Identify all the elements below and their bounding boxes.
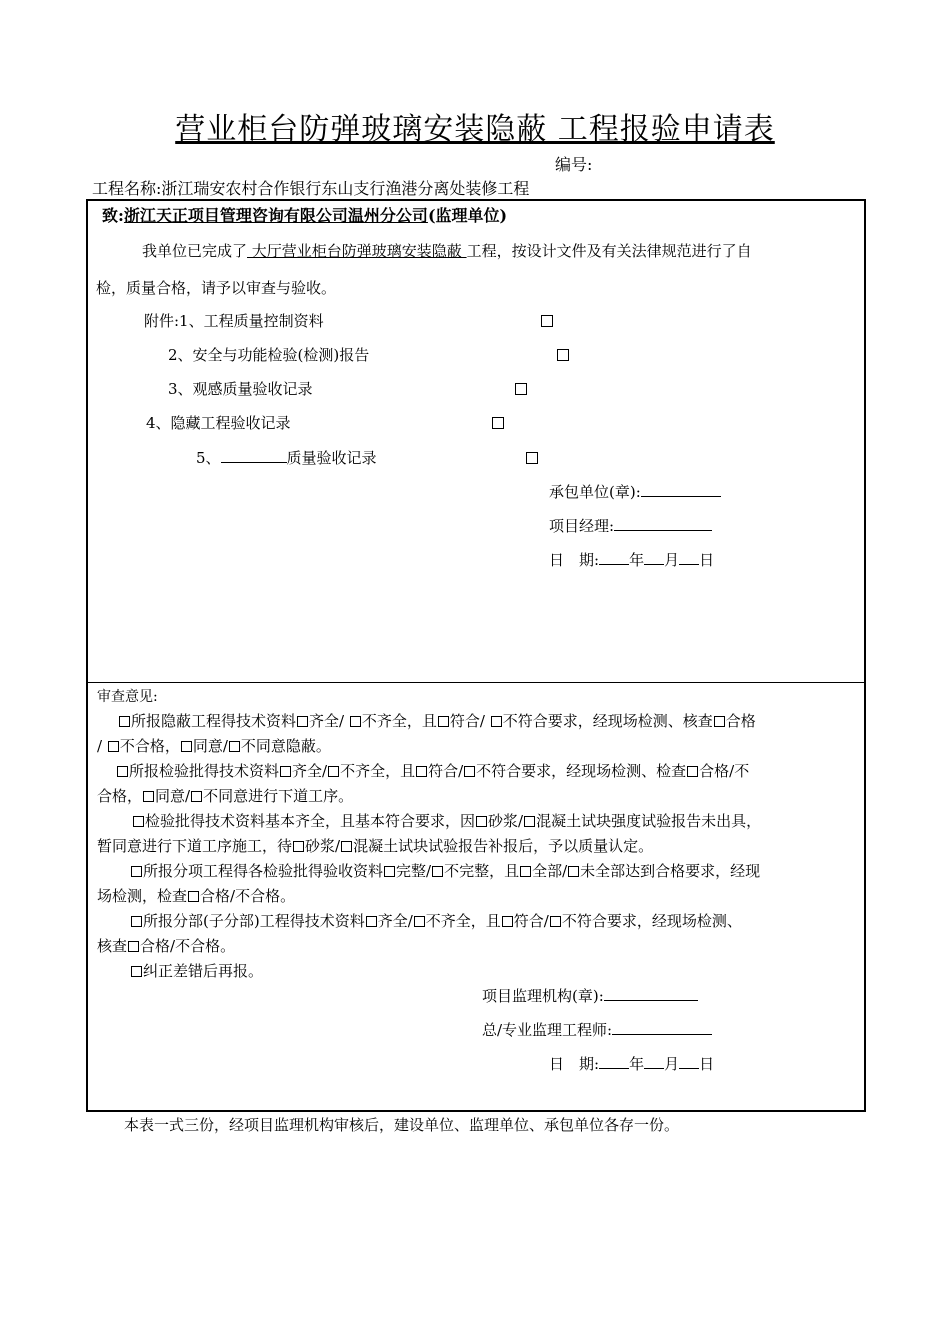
- checkbox[interactable]: [229, 741, 240, 752]
- checkbox[interactable]: [384, 866, 395, 877]
- checkbox[interactable]: [524, 816, 535, 827]
- attachment-5-checkbox[interactable]: [525, 448, 539, 468]
- checkbox[interactable]: [128, 941, 139, 952]
- review-text: 同意/: [192, 737, 228, 755]
- review-text: 不合格，: [119, 737, 180, 755]
- project-manager-label: 项目经理:: [549, 517, 615, 535]
- review-text: 纠正差错后再报。: [143, 962, 264, 980]
- review-text: 所报分部(子分部)工程得技术资料: [143, 912, 365, 930]
- review-text: 合格/不合格。: [200, 887, 296, 905]
- addressee-suffix: (监理单位): [427, 206, 508, 225]
- supervision-org-blank[interactable]: [604, 986, 698, 1001]
- checkbox[interactable]: [191, 791, 202, 802]
- intro-work-item: 大厅营业柜台防弹玻璃安装隐蔽: [247, 242, 467, 260]
- attachment-3-checkbox[interactable]: [514, 379, 528, 399]
- review-text: 合格: [725, 712, 756, 730]
- checkbox[interactable]: [297, 716, 308, 727]
- form-box: [86, 199, 866, 1112]
- checkbox[interactable]: [366, 916, 377, 927]
- review-text: 不完整，且: [444, 862, 520, 880]
- contractor-unit-blank[interactable]: [641, 482, 721, 497]
- contractor-month-label: 月: [664, 551, 680, 569]
- review-p1-line-2: [97, 736, 331, 756]
- attachment-5-label: 质量验收记录: [286, 449, 377, 467]
- project-name: 浙江瑞安农村合作银行东山支行渔港分离处装修工程: [161, 179, 530, 198]
- checkbox[interactable]: [280, 766, 291, 777]
- review-text: 不符合要求，经现场检测、: [561, 912, 742, 930]
- contractor-year-label: 年: [629, 551, 645, 569]
- review-text: 不同意隐蔽。: [240, 737, 331, 755]
- attachment-5-number: 5、: [196, 449, 221, 467]
- attachment-2: 2、安全与功能检验(检测)报告: [168, 346, 370, 364]
- review-month-label: 月: [664, 1055, 680, 1073]
- checkbox[interactable]: [416, 766, 427, 777]
- review-p3-line-2: [97, 836, 653, 856]
- checkbox[interactable]: [414, 916, 425, 927]
- review-text: 暂同意进行下道工序施工，待: [97, 837, 293, 855]
- review-text: 齐全/: [292, 762, 328, 780]
- review-p3-line-1: [132, 811, 761, 831]
- attachment-1: 附件:1、工程质量控制资料: [144, 312, 324, 330]
- intro-after: 工程，按设计文件及有关法律规范进行了自: [466, 242, 752, 260]
- review-text: 砂浆/: [305, 837, 341, 855]
- checkbox[interactable]: [568, 866, 579, 877]
- review-year-blank[interactable]: [599, 1054, 629, 1069]
- review-text: 混凝土试块强度试验报告未出具，: [536, 812, 762, 830]
- checkbox[interactable]: [476, 816, 487, 827]
- intro-line-2: 检，质量合格，请予以审查与验收。: [96, 279, 337, 297]
- review-text: 未全部达到合格要求，经现: [580, 862, 761, 880]
- project-manager-line: [549, 516, 712, 536]
- review-p5-line-1: [130, 911, 742, 931]
- review-text: 所报隐蔽工程得技术资料: [131, 712, 297, 730]
- review-month-blank[interactable]: [644, 1054, 664, 1069]
- attachment-3: 3、观感质量验收记录: [168, 380, 313, 398]
- review-text: 合格，: [97, 787, 143, 805]
- checkbox[interactable]: [181, 741, 192, 752]
- review-text: 所报检验批得技术资料: [129, 762, 280, 780]
- supervision-org-line: [482, 986, 698, 1006]
- checkbox[interactable]: [520, 866, 531, 877]
- review-text: 符合/: [513, 912, 549, 930]
- supervision-engineer-blank[interactable]: [612, 1020, 712, 1035]
- form-title: 营业柜台防弹玻璃安装隐蔽 工程报验申请表: [175, 112, 775, 147]
- review-text: 合格/不合格。: [140, 937, 236, 955]
- contractor-day-label: 日: [699, 551, 715, 569]
- review-text: 不同意进行下道工序。: [203, 787, 354, 805]
- review-text: 不齐全，且: [340, 762, 416, 780]
- review-text: 不符合要求，经现场检测、核查: [502, 712, 713, 730]
- review-text: 齐全/: [309, 712, 349, 730]
- contractor-unit-label: 承包单位(章):: [549, 483, 641, 501]
- contractor-unit-line: [549, 482, 721, 502]
- review-text: 所报分项工程得各检验批得验收资料: [143, 862, 384, 880]
- checkbox[interactable]: [131, 966, 142, 977]
- review-text: 同意/: [155, 787, 191, 805]
- review-p6: [130, 961, 263, 981]
- supervision-org-label: 项目监理机构(章):: [482, 987, 604, 1005]
- contractor-day-blank[interactable]: [679, 550, 699, 565]
- addressee-prefix: 致:: [102, 206, 124, 225]
- checkbox[interactable]: [438, 716, 449, 727]
- supervision-engineer-line: [482, 1020, 712, 1040]
- review-text: 砂浆/: [488, 812, 524, 830]
- contractor-year-blank[interactable]: [599, 550, 629, 565]
- checkbox[interactable]: [117, 766, 128, 777]
- review-text: 不符合要求，经现场检测、检查: [476, 762, 687, 780]
- review-heading: 审查意见:: [97, 689, 158, 705]
- checkbox[interactable]: [502, 916, 513, 927]
- checkbox[interactable]: [119, 716, 130, 727]
- review-day-label: 日: [699, 1055, 715, 1073]
- addressee-line: [102, 206, 507, 226]
- checkbox[interactable]: [687, 766, 698, 777]
- contractor-month-blank[interactable]: [644, 550, 664, 565]
- review-text: 检验批得技术资料基本齐全，且基本符合要求，因: [145, 812, 476, 830]
- review-text: 齐全/: [377, 912, 413, 930]
- review-text: 完整/: [396, 862, 432, 880]
- intro-before: 我单位已完成了: [142, 242, 248, 260]
- checkbox[interactable]: [131, 916, 142, 927]
- review-date-line: [549, 1054, 714, 1074]
- review-text: 符合/: [428, 762, 464, 780]
- review-text: 符合/: [449, 712, 490, 730]
- attachment-5: [196, 448, 377, 468]
- intro-line-1: [142, 241, 752, 261]
- attachment-5-blank[interactable]: [221, 448, 287, 463]
- review-text: 合格/不: [699, 762, 750, 780]
- review-text: 混凝土试块试验报告补报后，予以质量认定。: [353, 837, 654, 855]
- attachment-2-checkbox[interactable]: [556, 345, 570, 365]
- checkbox[interactable]: [108, 741, 119, 752]
- checkbox[interactable]: [464, 766, 475, 777]
- review-text: 核查: [97, 937, 128, 955]
- section-divider: [88, 682, 864, 683]
- serial-number-label: 编号:: [555, 155, 593, 174]
- review-text: 场检测，检查: [97, 887, 188, 905]
- checkbox[interactable]: [350, 716, 361, 727]
- review-p2-line-2: [97, 786, 353, 806]
- review-text: 不齐全，且: [425, 912, 501, 930]
- checkbox[interactable]: [550, 916, 561, 927]
- checkbox[interactable]: [491, 716, 502, 727]
- review-day-blank[interactable]: [679, 1054, 699, 1069]
- footer-note: 本表一式三份，经项目监理机构审核后，建设单位、监理单位、承包单位各存一份。: [124, 1116, 680, 1134]
- contractor-date-label: 日 期:: [549, 551, 600, 569]
- checkbox[interactable]: [133, 816, 144, 827]
- checkbox[interactable]: [432, 866, 443, 877]
- supervision-engineer-label: 总/专业监理工程师:: [482, 1021, 613, 1039]
- project-manager-blank[interactable]: [614, 516, 712, 531]
- project-name-line: [92, 176, 529, 199]
- review-year-label: 年: [629, 1055, 645, 1073]
- review-text: /: [97, 737, 107, 755]
- review-p1-line-1: [118, 711, 756, 731]
- project-label: 工程名称:: [92, 179, 162, 198]
- review-p4-line-1: [130, 861, 760, 881]
- checkbox[interactable]: [328, 766, 339, 777]
- review-text: 全部/: [532, 862, 568, 880]
- attachment-1-checkbox[interactable]: [540, 311, 554, 331]
- review-text: 不齐全，且: [361, 712, 437, 730]
- checkbox[interactable]: [131, 866, 142, 877]
- review-p2-line-1: [116, 761, 749, 781]
- review-p4-line-2: [97, 886, 295, 906]
- attachment-4: 4、隐藏工程验收记录: [146, 414, 291, 432]
- checkbox[interactable]: [341, 841, 352, 852]
- review-date-label: 日 期:: [549, 1055, 600, 1073]
- supervision-unit-name: 浙江天正项目管理咨询有限公司温州分公司: [123, 206, 428, 225]
- checkbox[interactable]: [293, 841, 304, 852]
- checkbox[interactable]: [714, 716, 725, 727]
- checkbox[interactable]: [143, 791, 154, 802]
- attachment-4-checkbox[interactable]: [491, 413, 505, 433]
- review-p5-line-2: [97, 936, 235, 956]
- contractor-date-line: [549, 550, 714, 570]
- checkbox[interactable]: [188, 891, 199, 902]
